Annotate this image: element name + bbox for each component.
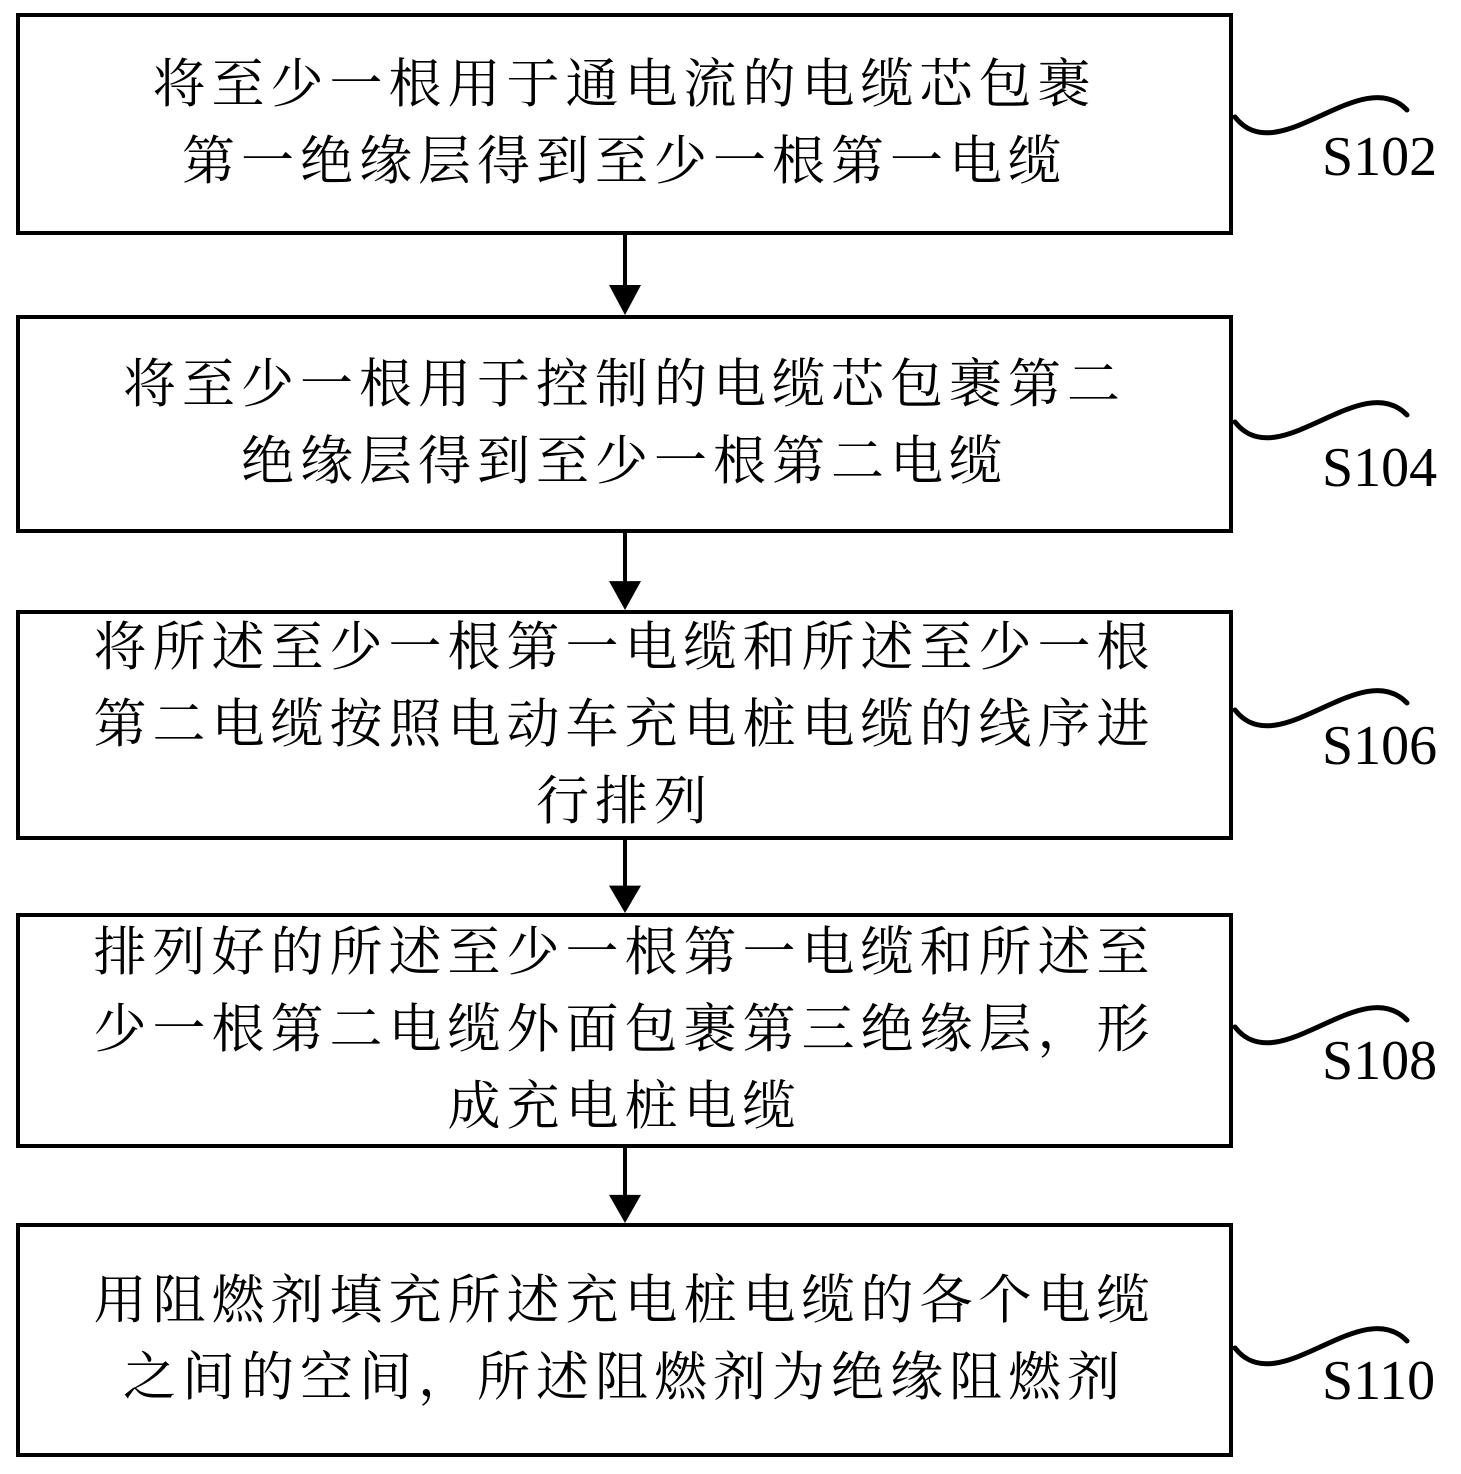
step-text-line: 用阻燃剂填充所述充电桩电缆的各个电缆 (93, 1272, 1156, 1330)
step-box-s108 (16, 913, 1233, 1148)
flow-arrow-down (605, 840, 645, 913)
step-text-line: 将至少一根用于控制的电缆芯包裹第二 (123, 356, 1126, 414)
flow-arrow-down (605, 235, 645, 315)
step-text-line: 行排列 (536, 772, 713, 831)
step-label-s104: S104 (1322, 437, 1438, 499)
step-text-line: 将至少一根用于通电流的电缆芯包裹 (152, 56, 1097, 114)
step-text-line: 成充电桩电缆 (447, 1078, 802, 1136)
step-label-s108: S108 (1322, 1030, 1438, 1092)
step-box-s110 (16, 1223, 1233, 1457)
step-box-s106 (16, 610, 1233, 840)
step-text-line: 排列好的所述至少一根第一电缆和所述至 (93, 924, 1156, 982)
step-label-s106: S106 (1322, 715, 1438, 777)
step-text-line: 第一绝缘层得到至少一根第一电缆 (182, 133, 1067, 191)
flow-arrow-down (605, 533, 645, 610)
step-label-s110: S110 (1322, 1350, 1436, 1412)
step-text-line: 第二电缆按照电动车充电桩电缆的线序进 (93, 695, 1156, 754)
step-box-s102 (16, 13, 1233, 235)
flow-arrow-down (605, 1148, 645, 1223)
step-text-line: 之间的空间，所述阻燃剂为绝缘阻燃剂 (123, 1349, 1126, 1407)
step-label-s102: S102 (1322, 126, 1438, 188)
step-text-line: 少一根第二电缆外面包裹第三绝缘层，形 (93, 1001, 1156, 1059)
step-text-line: 绝缘层得到至少一根第二电缆 (241, 433, 1008, 491)
step-text-line: 将所述至少一根第一电缆和所述至少一根 (93, 618, 1156, 677)
step-box-s104 (16, 315, 1233, 533)
